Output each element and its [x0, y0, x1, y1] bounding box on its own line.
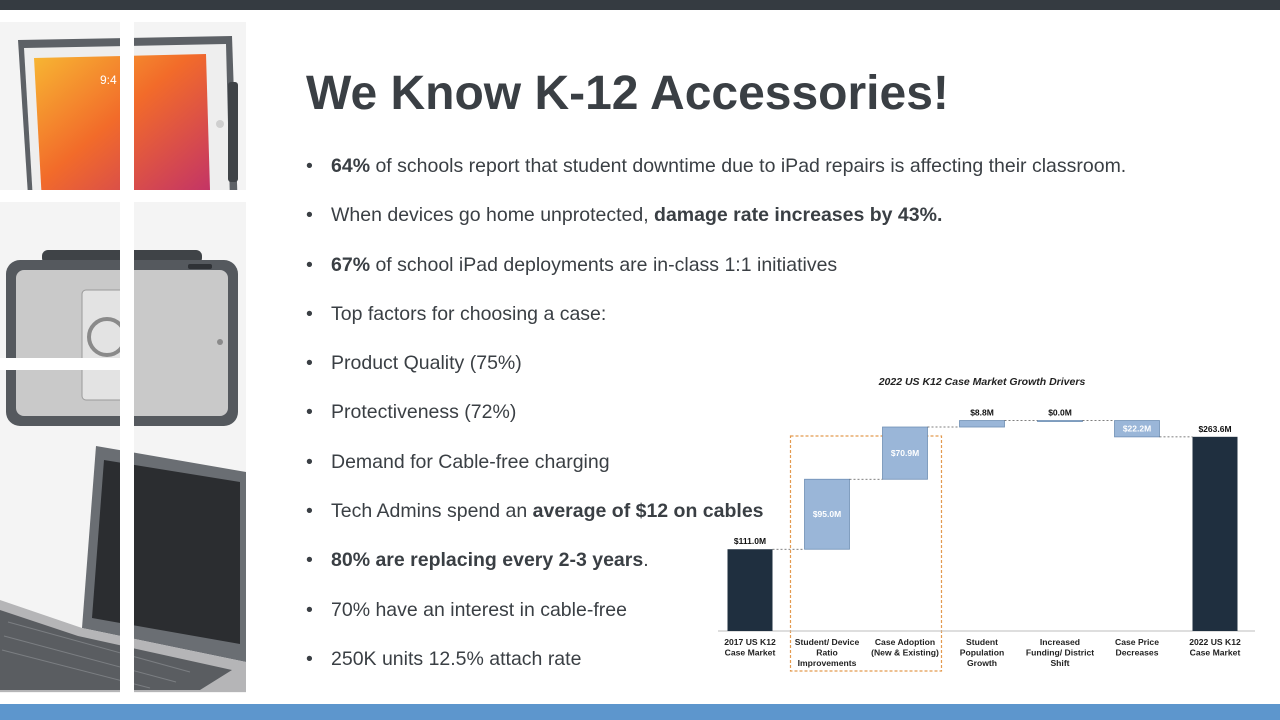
bullet-marker: •: [306, 302, 313, 325]
bullet-item: [306, 201, 1126, 250]
data-label-0: $111.0M: [733, 536, 767, 547]
product-image-collage: [0, 22, 246, 693]
bullet-marker: •: [306, 598, 313, 621]
bullet-marker: •: [306, 204, 313, 227]
bullet-text: Product Quality (75%): [331, 352, 522, 375]
category-label: Ratio: [816, 647, 838, 658]
category-label: Increased: [1039, 637, 1081, 647]
bottom-accent-bar: [0, 704, 1280, 720]
bullet-bold-text: damage rate increases by 43%.: [654, 204, 943, 227]
bullet-text: Demand for Cable-free charging: [331, 450, 610, 473]
bullet-text: of school iPad deployments are in-class 1:1 initiatives: [370, 253, 838, 276]
bullet-text: When devices go home unprotected,: [331, 204, 655, 227]
category-label: Case Adoption: [874, 637, 936, 647]
category-label: Decreases: [1115, 647, 1159, 658]
bar-0: [728, 549, 773, 631]
bullet-marker: •: [306, 253, 313, 276]
bullet-marker: •: [306, 155, 313, 177]
bar-3: [960, 421, 1005, 427]
bullet-text: Tech Admins spend an: [331, 500, 533, 523]
chart-title: 2022 US K12 Case Market Growth Drivers: [878, 376, 1086, 388]
bar-6: [1193, 437, 1238, 631]
bullet-bold-text: 64%: [331, 155, 371, 177]
bullet-text: of schools report that student downtime due to iPad repairs is affecting their classroom.: [370, 155, 1127, 177]
category-label: 2017 US K12: [724, 637, 776, 647]
category-label: Funding/ District: [1025, 647, 1095, 658]
svg-text:9:4: 9:4: [100, 73, 117, 87]
data-label-5: $22.2M: [1122, 423, 1152, 434]
data-label-6: $263.6M: [1198, 423, 1232, 434]
bullet-marker: •: [306, 401, 313, 424]
bullet-marker: •: [306, 549, 313, 572]
category-label: (New & Existing): [871, 647, 939, 658]
data-label-1: $95.0M: [812, 509, 842, 520]
category-label: Growth: [966, 658, 998, 668]
category-label: Population: [959, 647, 1005, 658]
collage-gap-left: [0, 358, 120, 370]
bullet-text: Protectiveness (72%): [331, 401, 517, 424]
category-label: Student/ Device: [794, 637, 860, 647]
bullet-item: [306, 300, 1126, 349]
data-label-4: $0.0M: [1048, 407, 1072, 418]
category-label: Shift: [1050, 658, 1070, 668]
bullet-bold-text: 80% are replacing every 2-3 years: [331, 549, 644, 572]
category-label: Case Market: [1189, 647, 1241, 658]
category-label: Student: [966, 637, 998, 647]
data-label-2: $70.9M: [890, 448, 920, 459]
bullet-marker: •: [306, 352, 313, 375]
collage-gap-vertical: [120, 22, 134, 693]
bullet-text: 70% have an interest in cable-free: [331, 598, 627, 621]
slide-title: We Know K-12 Accessories!: [306, 67, 949, 120]
top-accent-bar: [0, 0, 1280, 10]
bullet-bold-text: 67%: [331, 253, 371, 276]
data-label-3: $8.8M: [970, 407, 994, 418]
bar-4: [1038, 421, 1083, 422]
bullet-text: Top factors for choosing a case:: [331, 302, 607, 325]
bullet-marker: •: [306, 647, 313, 670]
bullet-marker: •: [306, 450, 313, 473]
bullet-item: [306, 251, 1126, 300]
bullet-text: 250K units 12.5% attach rate: [331, 647, 582, 670]
bullet-item: [306, 152, 1126, 201]
category-label: Improvements: [797, 658, 857, 668]
category-label: Case Price: [1115, 637, 1159, 647]
bullet-bold-text: average of $12 on cables: [532, 500, 764, 523]
waterfall-chart: [700, 370, 1270, 675]
category-label: Case Market: [724, 647, 776, 658]
category-label: 2022 US K12: [1189, 637, 1241, 647]
bullet-text: .: [643, 549, 649, 572]
bullet-marker: •: [306, 500, 313, 523]
